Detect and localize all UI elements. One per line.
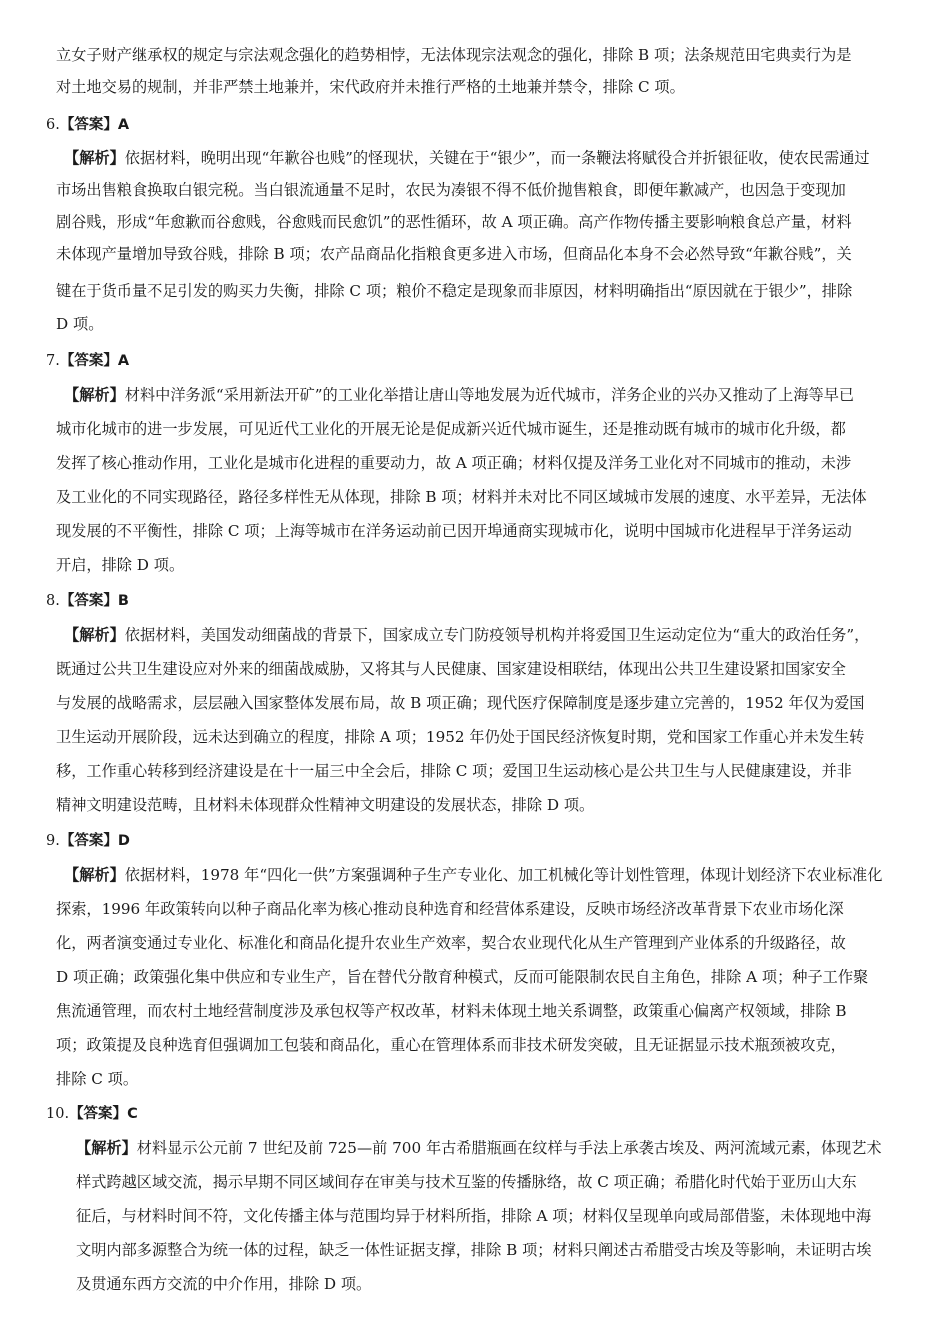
explanation-line: 样式跨越区域交流，揭示早期不同区域间存在审美与技术互鉴的传播脉络，故 C 项正确；希腊化时代始于亚历山大东 (76, 1173, 857, 1191)
explanation-line: 剧谷贱，形成“年愈歉而谷愈贱，谷愈贱而民愈饥”的恶性循环，故 A 项正确。高产作物传播主要影响粮食总产量，材料 (56, 213, 852, 231)
explanation-line: 焦流通管理，而农村土地经营制度涉及承包权等产权改革，材料未体现土地关系调整，政策重心偏离产权领域，排除 B (56, 1002, 847, 1020)
explanation-line: D 项。 (56, 315, 104, 333)
explanation-line (64, 147, 870, 169)
answer-tag: 【答案】 (59, 593, 118, 609)
explanation-text: 材料显示公元前 7 世纪及前 725—前 700 年古希腊瓶画在纹样与手法上承袭古埃及、两河流域元素，体现艺术 (136, 1139, 882, 1157)
explain-tag: 【解析】 (64, 626, 125, 644)
intro-line-2: 对土地交易的规制，并非严禁土地兼并，宋代政府并未推行严格的土地兼并禁令，排除 C 项。 (56, 78, 685, 96)
explanation-line: 城市化城市的进一步发展，可见近代工业化的开展无论是促成新兴近代城市诞生，还是推动既有城市的城市化升级，都 (56, 420, 846, 438)
answer-heading-7 (46, 350, 129, 372)
question-number: 8. (46, 593, 60, 609)
explanation-line: 探索，1996 年政策转向以种子商品化率为核心推动良种选育和经营体系建设，反映市场经济改革背景下农业市场化深 (56, 900, 844, 918)
answer-tag: 【答案】 (59, 353, 118, 369)
explanation-text: 依据材料，1978 年“四化一供”方案强调种子生产专业化、加工机械化等计划性管理，体现计划经济下农业标准化 (124, 866, 883, 884)
explanation-line (64, 624, 869, 646)
answer-value: A (117, 353, 130, 369)
answer-heading-9 (46, 830, 130, 852)
explanation-line: 与发展的战略需求，层层融入国家整体发展布局，故 B 项正确；现代医疗保障制度是逐步建立完善的，1952 年仅为爱国 (56, 694, 865, 712)
explanation-text: 依据材料，晚明出现“年歉谷也贱”的怪现状，关键在于“银少”，而一条鞭法将赋役合并折银征收，使农民需通过 (124, 149, 870, 167)
explanation-line: 及贯通东西方交流的中介作用，排除 D 项。 (76, 1275, 372, 1293)
explanation-line: 卫生运动开展阶段，远未达到确立的程度，排除 A 项；1952 年仍处于国民经济恢复时期，党和国家工作重心并未发生转 (56, 728, 865, 746)
explanation-line: 排除 C 项。 (56, 1070, 139, 1088)
explanation-line: D 项正确；政策强化集中供应和专业生产，旨在替代分散育种模式，反而可能限制农民自主角色，排除 A 项；种子工作聚 (56, 968, 869, 986)
answer-value: C (127, 1106, 138, 1122)
explanation-line: 发挥了核心推动作用，工业化是城市化进程的重要动力，故 A 项正确；材料仅提及洋务工业化对不同城市的推动，未涉 (56, 454, 852, 472)
explanation-line: 项；政策提及良种选育但强调加工包装和商品化，重心在管理体系而非技术研发突破，且无证据显示技术瓶颈被攻克， (56, 1036, 846, 1054)
explanation-line: 未体现产量增加导致谷贱，排除 B 项；农产品商品化指粮食更多进入市场，但商品化本身不会必然导致“年歉谷贱”，关 (56, 245, 852, 263)
explanation-line: 键在于货币量不足引发的购买力失衡，排除 C 项；粮价不稳定是现象而非原因，材料明确指出“原因就在于银少”，排除 (56, 282, 853, 300)
explain-tag: 【解析】 (64, 866, 125, 884)
explanation-text: 材料中洋务派“采用新法开矿”的工业化举措让唐山等地发展为近代城市，洋务企业的兴办又推动了上海等早已 (124, 386, 855, 404)
explanation-line: 现发展的不平衡性，排除 C 项；上海等城市在洋务运动前已因开埠通商实现城市化，说明中国城市化进程早于洋务运动 (56, 522, 852, 540)
answer-value: D (117, 833, 130, 849)
explanation-line (64, 864, 882, 886)
explanation-line: 开启，排除 D 项。 (56, 556, 185, 574)
answer-heading-10 (46, 1103, 138, 1125)
answer-heading-8 (46, 590, 129, 612)
explanation-line: 化，两者演变通过专业化、标准化和商品化提升农业生产效率，契合农业现代化从生产管理到产业体系的升级路径，故 (56, 934, 846, 952)
explanation-line: 精神文明建设范畴，且材料未体现群众性精神文明建设的发展状态，排除 D 项。 (56, 796, 595, 814)
question-number: 10. (46, 1106, 70, 1122)
answer-tag: 【答案】 (59, 117, 118, 133)
explanation-line: 移，工作重心转移到经济建设是在十一届三中全会后，排除 C 项；爱国卫生运动核心是公共卫生与人民健康建设，并非 (56, 762, 852, 780)
explanation-line: 征后，与材料时间不符，文化传播主体与范围均异于材料所指，排除 A 项；材料仅呈现单向或局部借鉴，未体现地中海 (76, 1207, 872, 1225)
explanation-line (76, 1137, 882, 1159)
intro-line-1: 立女子财产继承权的规定与宗法观念强化的趋势相悖，无法体现宗法观念的强化，排除 B 项；法条规范田宅典卖行为是 (56, 46, 852, 64)
question-number: 9. (46, 833, 60, 849)
explanation-line: 文明内部多源整合为统一体的过程，缺乏一体性证据支撑，排除 B 项；材料只阐述古希腊受古埃及等影响，未证明古埃 (76, 1241, 872, 1259)
answer-tag: 【答案】 (69, 1106, 128, 1122)
explanation-line: 市场出售粮食换取白银完税。当白银流通量不足时，农民为凑银不得不低价抛售粮食，即便年歉减产，也因急于变现加 (56, 181, 846, 199)
explanation-text: 依据材料，美国发动细菌战的背景下，国家成立专门防疫领导机构并将爱国卫生运动定位为“重大的政治任务”， (124, 626, 870, 644)
explanation-line: 既通过公共卫生建设应对外来的细菌战威胁，又将其与人民健康、国家建设相联结，体现出公共卫生建设紧扣国家安全 (56, 660, 846, 678)
answer-tag: 【答案】 (59, 833, 118, 849)
explanation-line: 及工业化的不同实现路径，路径多样性无从体现，排除 B 项；材料并未对比不同区域城市发展的速度、水平差异，无法体 (56, 488, 867, 506)
question-number: 7. (46, 353, 60, 369)
answer-value: B (117, 593, 129, 609)
explain-tag: 【解析】 (64, 149, 125, 167)
explain-tag: 【解析】 (64, 386, 125, 404)
answer-heading-6 (46, 114, 129, 136)
explain-tag: 【解析】 (76, 1139, 137, 1157)
answer-value: A (117, 117, 130, 133)
question-number: 6. (46, 117, 60, 133)
explanation-line (64, 384, 854, 406)
